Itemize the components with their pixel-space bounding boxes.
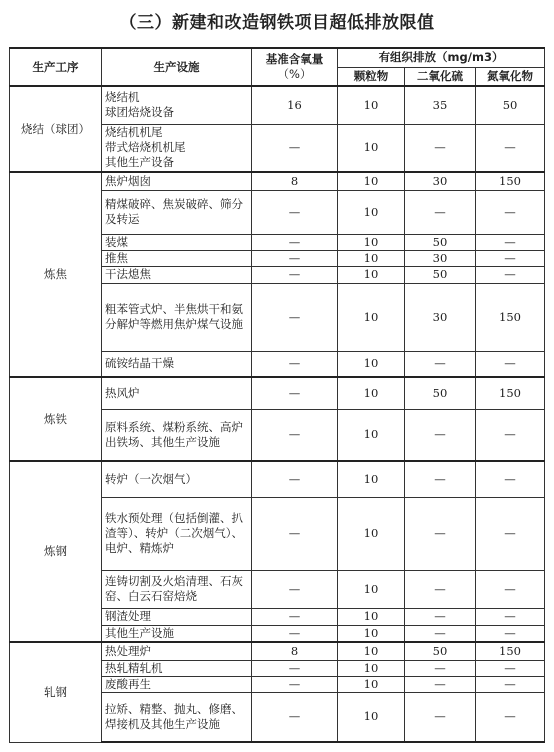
- particulate-cell: 10: [338, 570, 405, 608]
- oxygen-cell: —: [252, 124, 338, 172]
- facility-cell: 热风炉: [102, 377, 252, 409]
- sulfur-dioxide-cell: 50: [405, 234, 476, 250]
- nitrogen-oxides-cell: —: [476, 570, 545, 608]
- nitrogen-oxides-cell: —: [476, 461, 545, 497]
- table-header: [10, 48, 545, 86]
- oxygen-cell: —: [252, 283, 338, 351]
- table-row: [10, 172, 545, 190]
- sulfur-dioxide-cell: —: [405, 570, 476, 608]
- table-row: [10, 86, 545, 124]
- oxygen-cell: —: [252, 660, 338, 676]
- sulfur-dioxide-cell: —: [405, 124, 476, 172]
- facility-cell: 焦炉烟囱: [102, 172, 252, 190]
- sulfur-dioxide-cell: —: [405, 190, 476, 234]
- facility-cell: 热处理炉: [102, 642, 252, 660]
- facility-cell: 废酸再生: [102, 676, 252, 692]
- nitrogen-oxides-cell: —: [476, 692, 545, 742]
- nitrogen-oxides-cell: —: [476, 266, 545, 283]
- facility-cell: 原料系统、煤粉系统、高炉出铁场、其他生产设施: [102, 409, 252, 461]
- particulate-cell: 10: [338, 86, 405, 124]
- facility-cell: 推焦: [102, 250, 252, 266]
- header-particulate: 颗粒物: [338, 67, 405, 86]
- nitrogen-oxides-cell: 150: [476, 377, 545, 409]
- facility-cell: 连铸切割及火焰清理、石灰窑、白云石窑焙烧: [102, 570, 252, 608]
- particulate-cell: 10: [338, 692, 405, 742]
- nitrogen-oxides-cell: —: [476, 660, 545, 676]
- table-row: [10, 642, 545, 660]
- facility-cell: 其他生产设施: [102, 625, 252, 642]
- table-body: [10, 86, 545, 742]
- oxygen-cell: —: [252, 266, 338, 283]
- facility-cell: 烧结机机尾 带式焙烧机机尾 其他生产设备: [102, 124, 252, 172]
- process-cell: 炼铁: [10, 377, 102, 461]
- oxygen-cell: —: [252, 608, 338, 625]
- nitrogen-oxides-cell: 150: [476, 283, 545, 351]
- nitrogen-oxides-cell: —: [476, 608, 545, 625]
- nitrogen-oxides-cell: —: [476, 124, 545, 172]
- sulfur-dioxide-cell: —: [405, 676, 476, 692]
- particulate-cell: 10: [338, 190, 405, 234]
- header-oxygen: [252, 48, 338, 86]
- process-cell: 炼焦: [10, 172, 102, 377]
- emission-limits-table: [9, 47, 545, 743]
- oxygen-cell: —: [252, 409, 338, 461]
- particulate-cell: 10: [338, 124, 405, 172]
- sulfur-dioxide-cell: —: [405, 692, 476, 742]
- header-sulfur-dioxide: 二氧化硫: [405, 67, 476, 86]
- oxygen-cell: 8: [252, 642, 338, 660]
- facility-cell: 烧结机 球团焙烧设备: [102, 86, 252, 124]
- oxygen-cell: —: [252, 625, 338, 642]
- nitrogen-oxides-cell: 150: [476, 642, 545, 660]
- particulate-cell: 10: [338, 625, 405, 642]
- oxygen-cell: —: [252, 234, 338, 250]
- nitrogen-oxides-cell: 50: [476, 86, 545, 124]
- nitrogen-oxides-cell: —: [476, 409, 545, 461]
- sulfur-dioxide-cell: —: [405, 608, 476, 625]
- particulate-cell: 10: [338, 409, 405, 461]
- particulate-cell: 10: [338, 608, 405, 625]
- facility-cell: 热轧精轧机: [102, 660, 252, 676]
- facility-cell: 干法熄焦: [102, 266, 252, 283]
- sulfur-dioxide-cell: —: [405, 351, 476, 377]
- facility-cell: 拉矫、精整、抛丸、修磨、焊接机及其他生产设施: [102, 692, 252, 742]
- page-title: （三）新建和改造钢铁项目超低排放限值: [119, 13, 435, 33]
- oxygen-cell: —: [252, 497, 338, 570]
- facility-cell: 铁水预处理（包括倒灌、扒渣等）、转炉（二次烟气）、电炉、精炼炉: [102, 497, 252, 570]
- facility-cell: 精煤破碎、焦炭破碎、筛分及转运: [102, 190, 252, 234]
- sulfur-dioxide-cell: 50: [405, 377, 476, 409]
- nitrogen-oxides-cell: 150: [476, 172, 545, 190]
- particulate-cell: 10: [338, 377, 405, 409]
- nitrogen-oxides-cell: —: [476, 625, 545, 642]
- nitrogen-oxides-cell: —: [476, 250, 545, 266]
- oxygen-cell: —: [252, 250, 338, 266]
- oxygen-cell: —: [252, 190, 338, 234]
- particulate-cell: 10: [338, 266, 405, 283]
- particulate-cell: 10: [338, 642, 405, 660]
- process-cell: 炼钢: [10, 461, 102, 642]
- particulate-cell: 10: [338, 660, 405, 676]
- header-process: 生产工序: [10, 48, 102, 86]
- header-nitrogen-oxides: 氮氧化物: [476, 67, 545, 86]
- sulfur-dioxide-cell: —: [405, 660, 476, 676]
- header-facility: 生产设施: [102, 48, 252, 86]
- oxygen-cell: —: [252, 377, 338, 409]
- particulate-cell: 10: [338, 283, 405, 351]
- particulate-cell: 10: [338, 461, 405, 497]
- table-row: [10, 377, 545, 409]
- facility-cell: 粗苯管式炉、半焦烘干和氨分解炉等燃用焦炉煤气设施: [102, 283, 252, 351]
- sulfur-dioxide-cell: —: [405, 461, 476, 497]
- oxygen-cell: —: [252, 570, 338, 608]
- sulfur-dioxide-cell: 30: [405, 172, 476, 190]
- header-organized-emission: 有组织排放（mg/m3）: [338, 48, 545, 67]
- sulfur-dioxide-cell: 35: [405, 86, 476, 124]
- oxygen-cell: —: [252, 692, 338, 742]
- facility-cell: 装煤: [102, 234, 252, 250]
- nitrogen-oxides-cell: —: [476, 351, 545, 377]
- particulate-cell: 10: [338, 234, 405, 250]
- oxygen-cell: —: [252, 676, 338, 692]
- header-oxygen-unit: （%）: [277, 67, 312, 81]
- oxygen-cell: 8: [252, 172, 338, 190]
- header-oxygen-label: 基准含氧量: [265, 52, 324, 66]
- particulate-cell: 10: [338, 250, 405, 266]
- particulate-cell: 10: [338, 676, 405, 692]
- process-cell: 轧钢: [10, 642, 102, 742]
- nitrogen-oxides-cell: —: [476, 676, 545, 692]
- facility-cell: 硫铵结晶干燥: [102, 351, 252, 377]
- nitrogen-oxides-cell: —: [476, 190, 545, 234]
- sulfur-dioxide-cell: 50: [405, 642, 476, 660]
- process-cell: 烧结（球团）: [10, 86, 102, 172]
- nitrogen-oxides-cell: —: [476, 497, 545, 570]
- sulfur-dioxide-cell: —: [405, 409, 476, 461]
- oxygen-cell: —: [252, 461, 338, 497]
- sulfur-dioxide-cell: 30: [405, 250, 476, 266]
- facility-cell: 转炉（一次烟气）: [102, 461, 252, 497]
- facility-cell: 钢渣处理: [102, 608, 252, 625]
- sulfur-dioxide-cell: —: [405, 625, 476, 642]
- sulfur-dioxide-cell: —: [405, 497, 476, 570]
- particulate-cell: 10: [338, 172, 405, 190]
- table-row: [10, 461, 545, 497]
- sulfur-dioxide-cell: 30: [405, 283, 476, 351]
- particulate-cell: 10: [338, 497, 405, 570]
- oxygen-cell: —: [252, 351, 338, 377]
- nitrogen-oxides-cell: —: [476, 234, 545, 250]
- oxygen-cell: 16: [252, 86, 338, 124]
- sulfur-dioxide-cell: 50: [405, 266, 476, 283]
- particulate-cell: 10: [338, 351, 405, 377]
